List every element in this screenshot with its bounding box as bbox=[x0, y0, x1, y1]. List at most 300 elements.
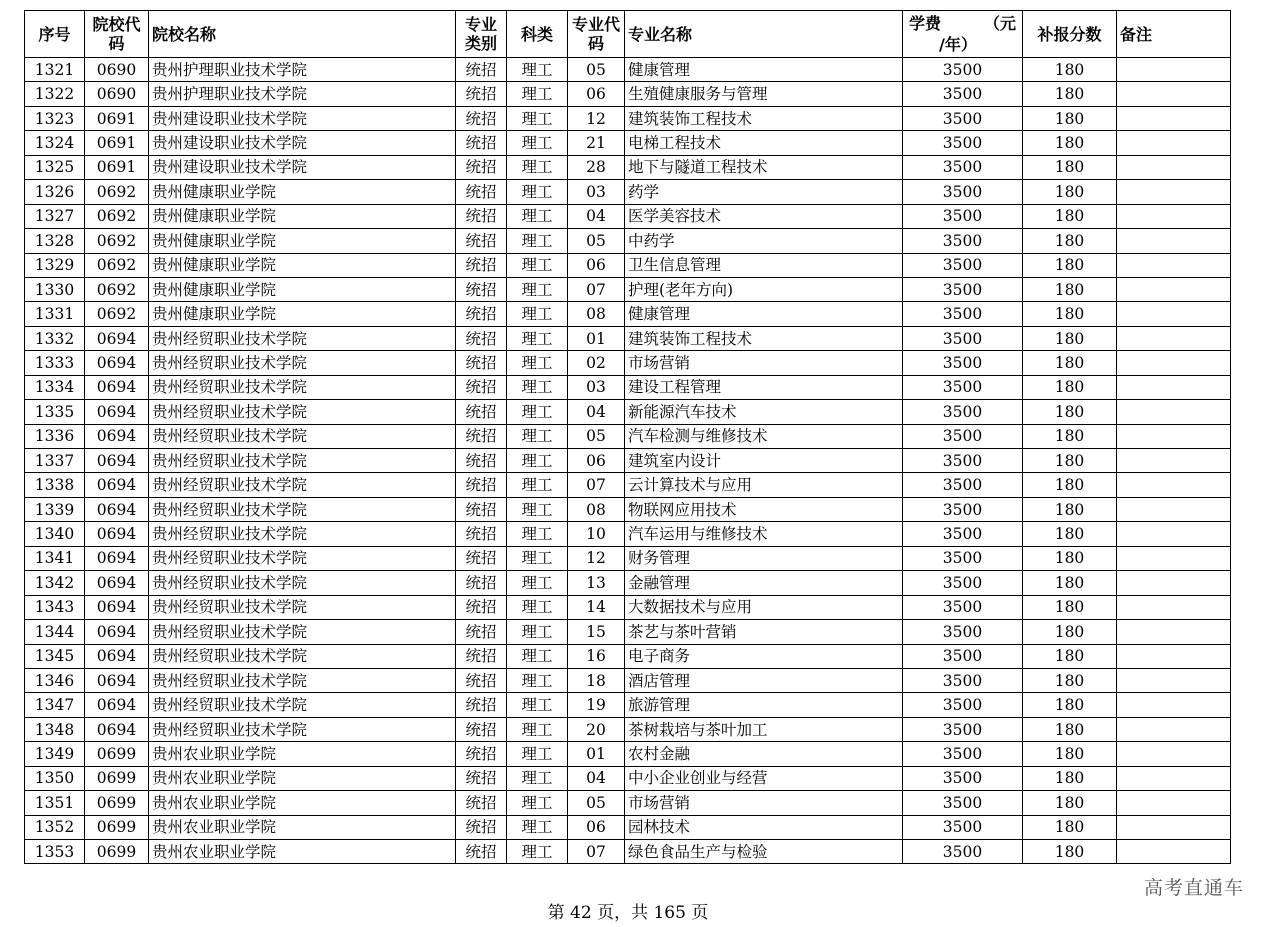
table-row bbox=[25, 326, 1231, 350]
cell-major-type: 统招 bbox=[456, 791, 507, 815]
cell-fee: 3500 bbox=[903, 326, 1023, 350]
cell-major-type: 统招 bbox=[456, 571, 507, 595]
cell-school-name: 贵州健康职业学院 bbox=[149, 302, 456, 326]
cell-school-code: 0699 bbox=[85, 742, 149, 766]
cell-major-name: 护理(老年方向) bbox=[625, 277, 903, 301]
cell-note bbox=[1117, 693, 1231, 717]
cell-major-name: 旅游管理 bbox=[625, 693, 903, 717]
table-row bbox=[25, 644, 1231, 668]
cell-score: 180 bbox=[1023, 595, 1117, 619]
cell-category: 理工 bbox=[507, 473, 568, 497]
cell-note bbox=[1117, 302, 1231, 326]
cell-major-code: 06 bbox=[568, 82, 625, 106]
cell-score: 180 bbox=[1023, 742, 1117, 766]
cell-school-name: 贵州农业职业学院 bbox=[149, 766, 456, 790]
cell-school-name: 贵州经贸职业技术学院 bbox=[149, 497, 456, 521]
cell-score: 180 bbox=[1023, 229, 1117, 253]
cell-fee: 3500 bbox=[903, 522, 1023, 546]
cell-major-type: 统招 bbox=[456, 106, 507, 130]
cell-seq: 1341 bbox=[25, 546, 85, 570]
cell-category: 理工 bbox=[507, 840, 568, 864]
cell-note bbox=[1117, 277, 1231, 301]
cell-score: 180 bbox=[1023, 717, 1117, 741]
cell-school-name: 贵州健康职业学院 bbox=[149, 229, 456, 253]
cell-major-name: 茶树栽培与茶叶加工 bbox=[625, 717, 903, 741]
cell-major-name: 建设工程管理 bbox=[625, 375, 903, 399]
cell-major-name: 建筑室内设计 bbox=[625, 449, 903, 473]
cell-fee: 3500 bbox=[903, 620, 1023, 644]
cell-seq: 1337 bbox=[25, 449, 85, 473]
cell-major-name: 医学美容技术 bbox=[625, 204, 903, 228]
cell-school-code: 0692 bbox=[85, 180, 149, 204]
cell-school-code: 0694 bbox=[85, 571, 149, 595]
cell-note bbox=[1117, 497, 1231, 521]
cell-major-name: 地下与隧道工程技术 bbox=[625, 155, 903, 179]
cell-major-type: 统招 bbox=[456, 546, 507, 570]
cell-major-code: 12 bbox=[568, 106, 625, 130]
cell-category: 理工 bbox=[507, 82, 568, 106]
cell-major-type: 统招 bbox=[456, 424, 507, 448]
cell-fee: 3500 bbox=[903, 571, 1023, 595]
cell-fee: 3500 bbox=[903, 229, 1023, 253]
cell-major-code: 18 bbox=[568, 668, 625, 692]
cell-fee: 3500 bbox=[903, 400, 1023, 424]
cell-fee: 3500 bbox=[903, 693, 1023, 717]
cell-major-name: 汽车运用与维修技术 bbox=[625, 522, 903, 546]
cell-major-type: 统招 bbox=[456, 693, 507, 717]
table-row bbox=[25, 155, 1231, 179]
cell-major-code: 14 bbox=[568, 595, 625, 619]
cell-seq: 1336 bbox=[25, 424, 85, 448]
cell-category: 理工 bbox=[507, 229, 568, 253]
cell-school-name: 贵州健康职业学院 bbox=[149, 253, 456, 277]
cell-major-type: 统招 bbox=[456, 595, 507, 619]
cell-school-code: 0694 bbox=[85, 497, 149, 521]
cell-school-code: 0694 bbox=[85, 351, 149, 375]
cell-major-name: 卫生信息管理 bbox=[625, 253, 903, 277]
cell-seq: 1338 bbox=[25, 473, 85, 497]
cell-school-name: 贵州农业职业学院 bbox=[149, 791, 456, 815]
cell-major-code: 20 bbox=[568, 717, 625, 741]
cell-major-type: 统招 bbox=[456, 840, 507, 864]
cell-school-code: 0694 bbox=[85, 644, 149, 668]
cell-major-type: 统招 bbox=[456, 620, 507, 644]
cell-major-type: 统招 bbox=[456, 717, 507, 741]
table-row bbox=[25, 546, 1231, 570]
cell-school-code: 0694 bbox=[85, 717, 149, 741]
cell-note bbox=[1117, 229, 1231, 253]
cell-seq: 1348 bbox=[25, 717, 85, 741]
cell-note bbox=[1117, 840, 1231, 864]
cell-school-name: 贵州经贸职业技术学院 bbox=[149, 473, 456, 497]
cell-fee: 3500 bbox=[903, 449, 1023, 473]
cell-fee: 3500 bbox=[903, 302, 1023, 326]
cell-fee: 3500 bbox=[903, 351, 1023, 375]
cell-category: 理工 bbox=[507, 277, 568, 301]
cell-note bbox=[1117, 449, 1231, 473]
cell-seq: 1325 bbox=[25, 155, 85, 179]
cell-category: 理工 bbox=[507, 351, 568, 375]
cell-note bbox=[1117, 326, 1231, 350]
cell-major-code: 05 bbox=[568, 791, 625, 815]
cell-seq: 1330 bbox=[25, 277, 85, 301]
cell-school-name: 贵州健康职业学院 bbox=[149, 180, 456, 204]
table-row bbox=[25, 449, 1231, 473]
cell-school-code: 0694 bbox=[85, 522, 149, 546]
cell-school-name: 贵州经贸职业技术学院 bbox=[149, 400, 456, 424]
cell-category: 理工 bbox=[507, 58, 568, 82]
cell-major-code: 03 bbox=[568, 375, 625, 399]
cell-school-code: 0694 bbox=[85, 473, 149, 497]
cell-school-code: 0694 bbox=[85, 546, 149, 570]
cell-school-name: 贵州经贸职业技术学院 bbox=[149, 546, 456, 570]
cell-score: 180 bbox=[1023, 375, 1117, 399]
cell-major-code: 21 bbox=[568, 131, 625, 155]
cell-note bbox=[1117, 131, 1231, 155]
cell-fee: 3500 bbox=[903, 277, 1023, 301]
cell-major-code: 19 bbox=[568, 693, 625, 717]
cell-category: 理工 bbox=[507, 449, 568, 473]
admission-table bbox=[24, 10, 1231, 864]
cell-seq: 1339 bbox=[25, 497, 85, 521]
table-row bbox=[25, 791, 1231, 815]
cell-seq: 1344 bbox=[25, 620, 85, 644]
cell-major-type: 统招 bbox=[456, 204, 507, 228]
cell-major-type: 统招 bbox=[456, 82, 507, 106]
cell-score: 180 bbox=[1023, 693, 1117, 717]
table-row bbox=[25, 229, 1231, 253]
cell-school-code: 0694 bbox=[85, 375, 149, 399]
cell-fee: 3500 bbox=[903, 106, 1023, 130]
cell-major-code: 28 bbox=[568, 155, 625, 179]
cell-category: 理工 bbox=[507, 326, 568, 350]
cell-school-code: 0694 bbox=[85, 449, 149, 473]
cell-school-name: 贵州护理职业技术学院 bbox=[149, 82, 456, 106]
table-body bbox=[25, 58, 1231, 864]
cell-category: 理工 bbox=[507, 571, 568, 595]
cell-major-type: 统招 bbox=[456, 766, 507, 790]
cell-score: 180 bbox=[1023, 620, 1117, 644]
header-school-name: 院校名称 bbox=[149, 11, 456, 58]
cell-seq: 1351 bbox=[25, 791, 85, 815]
cell-school-name: 贵州建设职业技术学院 bbox=[149, 131, 456, 155]
cell-major-type: 统招 bbox=[456, 522, 507, 546]
cell-note bbox=[1117, 424, 1231, 448]
cell-category: 理工 bbox=[507, 253, 568, 277]
cell-school-code: 0691 bbox=[85, 155, 149, 179]
cell-fee: 3500 bbox=[903, 668, 1023, 692]
cell-major-type: 统招 bbox=[456, 229, 507, 253]
cell-note bbox=[1117, 546, 1231, 570]
table-row bbox=[25, 106, 1231, 130]
cell-school-name: 贵州农业职业学院 bbox=[149, 840, 456, 864]
cell-major-code: 08 bbox=[568, 302, 625, 326]
cell-score: 180 bbox=[1023, 155, 1117, 179]
cell-fee: 3500 bbox=[903, 815, 1023, 839]
cell-major-code: 01 bbox=[568, 326, 625, 350]
cell-major-name: 建筑装饰工程技术 bbox=[625, 326, 903, 350]
cell-category: 理工 bbox=[507, 791, 568, 815]
table-row bbox=[25, 400, 1231, 424]
cell-major-name: 农村金融 bbox=[625, 742, 903, 766]
cell-seq: 1327 bbox=[25, 204, 85, 228]
table-row bbox=[25, 180, 1231, 204]
cell-major-code: 05 bbox=[568, 58, 625, 82]
cell-major-type: 统招 bbox=[456, 277, 507, 301]
cell-major-code: 07 bbox=[568, 473, 625, 497]
table-row bbox=[25, 302, 1231, 326]
cell-score: 180 bbox=[1023, 522, 1117, 546]
cell-fee: 3500 bbox=[903, 742, 1023, 766]
cell-major-type: 统招 bbox=[456, 253, 507, 277]
cell-major-code: 15 bbox=[568, 620, 625, 644]
cell-major-code: 01 bbox=[568, 742, 625, 766]
cell-category: 理工 bbox=[507, 131, 568, 155]
cell-major-code: 12 bbox=[568, 546, 625, 570]
cell-major-code: 16 bbox=[568, 644, 625, 668]
cell-school-code: 0694 bbox=[85, 693, 149, 717]
cell-major-code: 04 bbox=[568, 400, 625, 424]
cell-school-name: 贵州经贸职业技术学院 bbox=[149, 620, 456, 644]
cell-major-type: 统招 bbox=[456, 449, 507, 473]
cell-school-name: 贵州经贸职业技术学院 bbox=[149, 424, 456, 448]
cell-major-type: 统招 bbox=[456, 155, 507, 179]
cell-school-name: 贵州经贸职业技术学院 bbox=[149, 351, 456, 375]
cell-note bbox=[1117, 375, 1231, 399]
header-school-code: 院校代码 bbox=[85, 11, 149, 58]
admission-table-sheet bbox=[24, 10, 1230, 864]
cell-score: 180 bbox=[1023, 571, 1117, 595]
cell-note bbox=[1117, 815, 1231, 839]
cell-seq: 1332 bbox=[25, 326, 85, 350]
cell-note bbox=[1117, 668, 1231, 692]
cell-major-type: 统招 bbox=[456, 473, 507, 497]
cell-major-code: 04 bbox=[568, 766, 625, 790]
cell-major-name: 绿色食品生产与检验 bbox=[625, 840, 903, 864]
cell-note bbox=[1117, 522, 1231, 546]
cell-school-name: 贵州经贸职业技术学院 bbox=[149, 326, 456, 350]
cell-major-type: 统招 bbox=[456, 742, 507, 766]
cell-major-name: 中药学 bbox=[625, 229, 903, 253]
cell-major-type: 统招 bbox=[456, 351, 507, 375]
cell-seq: 1329 bbox=[25, 253, 85, 277]
cell-major-name: 电梯工程技术 bbox=[625, 131, 903, 155]
cell-fee: 3500 bbox=[903, 375, 1023, 399]
table-header-row bbox=[25, 11, 1231, 58]
cell-school-name: 贵州经贸职业技术学院 bbox=[149, 449, 456, 473]
cell-school-name: 贵州农业职业学院 bbox=[149, 815, 456, 839]
cell-category: 理工 bbox=[507, 375, 568, 399]
header-category: 科类 bbox=[507, 11, 568, 58]
cell-school-code: 0692 bbox=[85, 302, 149, 326]
cell-score: 180 bbox=[1023, 424, 1117, 448]
cell-major-code: 06 bbox=[568, 253, 625, 277]
cell-school-name: 贵州健康职业学院 bbox=[149, 204, 456, 228]
cell-note bbox=[1117, 82, 1231, 106]
cell-fee: 3500 bbox=[903, 546, 1023, 570]
cell-school-code: 0694 bbox=[85, 595, 149, 619]
cell-school-name: 贵州农业职业学院 bbox=[149, 742, 456, 766]
cell-major-type: 统招 bbox=[456, 131, 507, 155]
cell-note bbox=[1117, 766, 1231, 790]
table-row bbox=[25, 815, 1231, 839]
cell-fee: 3500 bbox=[903, 180, 1023, 204]
cell-note bbox=[1117, 180, 1231, 204]
cell-note bbox=[1117, 253, 1231, 277]
table-row bbox=[25, 253, 1231, 277]
cell-school-name: 贵州经贸职业技术学院 bbox=[149, 595, 456, 619]
cell-seq: 1321 bbox=[25, 58, 85, 82]
cell-note bbox=[1117, 58, 1231, 82]
cell-seq: 1333 bbox=[25, 351, 85, 375]
cell-score: 180 bbox=[1023, 180, 1117, 204]
cell-school-code: 0694 bbox=[85, 400, 149, 424]
cell-seq: 1352 bbox=[25, 815, 85, 839]
cell-category: 理工 bbox=[507, 766, 568, 790]
header-fee-label: 学费 bbox=[909, 14, 942, 33]
cell-note bbox=[1117, 155, 1231, 179]
cell-school-code: 0699 bbox=[85, 815, 149, 839]
cell-school-name: 贵州护理职业技术学院 bbox=[149, 58, 456, 82]
cell-major-type: 统招 bbox=[456, 668, 507, 692]
cell-major-name: 电子商务 bbox=[625, 644, 903, 668]
cell-school-code: 0692 bbox=[85, 253, 149, 277]
cell-score: 180 bbox=[1023, 791, 1117, 815]
watermark-text: 高考直通车 bbox=[1144, 877, 1245, 899]
cell-seq: 1343 bbox=[25, 595, 85, 619]
table-row bbox=[25, 571, 1231, 595]
cell-school-code: 0690 bbox=[85, 58, 149, 82]
cell-school-code: 0690 bbox=[85, 82, 149, 106]
cell-major-name: 市场营销 bbox=[625, 351, 903, 375]
cell-school-name: 贵州经贸职业技术学院 bbox=[149, 644, 456, 668]
cell-category: 理工 bbox=[507, 595, 568, 619]
cell-category: 理工 bbox=[507, 497, 568, 521]
table-row bbox=[25, 82, 1231, 106]
cell-note bbox=[1117, 620, 1231, 644]
cell-category: 理工 bbox=[507, 620, 568, 644]
cell-score: 180 bbox=[1023, 326, 1117, 350]
cell-major-name: 茶艺与茶叶营销 bbox=[625, 620, 903, 644]
cell-major-code: 05 bbox=[568, 229, 625, 253]
cell-major-name: 建筑装饰工程技术 bbox=[625, 106, 903, 130]
cell-fee: 3500 bbox=[903, 644, 1023, 668]
cell-score: 180 bbox=[1023, 497, 1117, 521]
cell-category: 理工 bbox=[507, 742, 568, 766]
cell-seq: 1324 bbox=[25, 131, 85, 155]
cell-school-name: 贵州经贸职业技术学院 bbox=[149, 668, 456, 692]
cell-fee: 3500 bbox=[903, 82, 1023, 106]
table-row bbox=[25, 351, 1231, 375]
cell-school-code: 0699 bbox=[85, 791, 149, 815]
cell-major-type: 统招 bbox=[456, 497, 507, 521]
cell-fee: 3500 bbox=[903, 791, 1023, 815]
cell-major-type: 统招 bbox=[456, 400, 507, 424]
cell-school-code: 0692 bbox=[85, 277, 149, 301]
header-fee-unit-close: /年） bbox=[939, 35, 977, 54]
cell-school-code: 0691 bbox=[85, 131, 149, 155]
page-footer: 第 42 页，共 165 页 bbox=[547, 903, 709, 923]
cell-fee: 3500 bbox=[903, 595, 1023, 619]
cell-seq: 1331 bbox=[25, 302, 85, 326]
table-row bbox=[25, 497, 1231, 521]
cell-major-name: 药学 bbox=[625, 180, 903, 204]
cell-score: 180 bbox=[1023, 82, 1117, 106]
cell-category: 理工 bbox=[507, 106, 568, 130]
cell-fee: 3500 bbox=[903, 253, 1023, 277]
cell-major-name: 市场营销 bbox=[625, 791, 903, 815]
cell-score: 180 bbox=[1023, 400, 1117, 424]
cell-major-code: 04 bbox=[568, 204, 625, 228]
cell-fee: 3500 bbox=[903, 766, 1023, 790]
cell-school-code: 0699 bbox=[85, 840, 149, 864]
cell-category: 理工 bbox=[507, 522, 568, 546]
cell-score: 180 bbox=[1023, 840, 1117, 864]
cell-major-code: 07 bbox=[568, 277, 625, 301]
header-seq: 序号 bbox=[25, 11, 85, 58]
cell-fee: 3500 bbox=[903, 497, 1023, 521]
cell-fee: 3500 bbox=[903, 840, 1023, 864]
cell-major-code: 13 bbox=[568, 571, 625, 595]
cell-seq: 1322 bbox=[25, 82, 85, 106]
cell-major-name: 园林技术 bbox=[625, 815, 903, 839]
cell-major-name: 物联网应用技术 bbox=[625, 497, 903, 521]
header-major-name: 专业名称 bbox=[625, 11, 903, 58]
header-major-code: 专业代码 bbox=[568, 11, 625, 58]
cell-school-code: 0694 bbox=[85, 668, 149, 692]
cell-category: 理工 bbox=[507, 302, 568, 326]
cell-major-type: 统招 bbox=[456, 58, 507, 82]
table-row bbox=[25, 522, 1231, 546]
cell-note bbox=[1117, 106, 1231, 130]
cell-note bbox=[1117, 791, 1231, 815]
cell-category: 理工 bbox=[507, 180, 568, 204]
table-row bbox=[25, 717, 1231, 741]
cell-seq: 1345 bbox=[25, 644, 85, 668]
cell-category: 理工 bbox=[507, 815, 568, 839]
header-fee-unit-open: （元 bbox=[983, 14, 1016, 33]
cell-note bbox=[1117, 204, 1231, 228]
cell-score: 180 bbox=[1023, 106, 1117, 130]
cell-school-name: 贵州经贸职业技术学院 bbox=[149, 717, 456, 741]
header-major-type: 专业类别 bbox=[456, 11, 507, 58]
cell-note bbox=[1117, 595, 1231, 619]
cell-fee: 3500 bbox=[903, 204, 1023, 228]
cell-category: 理工 bbox=[507, 693, 568, 717]
cell-major-type: 统招 bbox=[456, 644, 507, 668]
cell-major-name: 生殖健康服务与管理 bbox=[625, 82, 903, 106]
cell-score: 180 bbox=[1023, 668, 1117, 692]
cell-school-name: 贵州健康职业学院 bbox=[149, 277, 456, 301]
cell-category: 理工 bbox=[507, 668, 568, 692]
cell-fee: 3500 bbox=[903, 131, 1023, 155]
cell-major-type: 统招 bbox=[456, 302, 507, 326]
cell-note bbox=[1117, 351, 1231, 375]
cell-major-code: 03 bbox=[568, 180, 625, 204]
cell-fee: 3500 bbox=[903, 717, 1023, 741]
table-row bbox=[25, 668, 1231, 692]
cell-school-code: 0694 bbox=[85, 424, 149, 448]
cell-fee: 3500 bbox=[903, 58, 1023, 82]
cell-score: 180 bbox=[1023, 644, 1117, 668]
cell-major-type: 统招 bbox=[456, 375, 507, 399]
table-row bbox=[25, 766, 1231, 790]
table-row bbox=[25, 840, 1231, 864]
cell-category: 理工 bbox=[507, 546, 568, 570]
cell-major-type: 统招 bbox=[456, 326, 507, 350]
table-row bbox=[25, 58, 1231, 82]
cell-major-code: 10 bbox=[568, 522, 625, 546]
